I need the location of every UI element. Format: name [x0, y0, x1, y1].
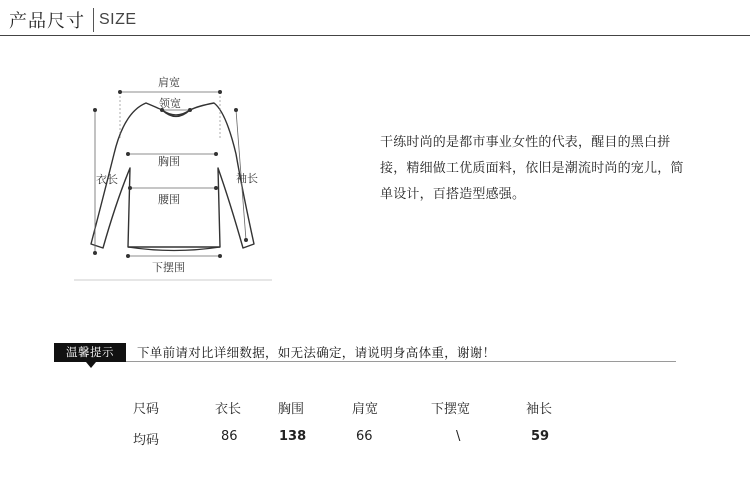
length-dot-top — [93, 108, 97, 112]
page-subtitle: SIZE — [99, 11, 137, 28]
shoulder-width-label: 肩宽 — [158, 76, 180, 89]
shoulder-width-dot-left — [118, 90, 122, 94]
table-header-chest: 胸围 — [278, 402, 305, 417]
table-cell-shoulder: 66 — [356, 429, 373, 444]
notice-pointer — [86, 362, 96, 368]
hem-dot-left — [126, 254, 130, 258]
hem-label: 下摆围 — [152, 261, 185, 274]
table-cell-size: 均码 — [133, 433, 160, 448]
page-title: 产品尺寸 — [9, 11, 85, 32]
chest-dot-right — [214, 152, 218, 156]
sleeve-dot-top — [234, 108, 238, 112]
length-label: 衣长 — [96, 173, 118, 186]
waist-label: 腰围 — [158, 193, 180, 206]
header-rule — [0, 35, 750, 36]
sleeve-dot-bottom — [244, 238, 248, 242]
table-header-length: 衣长 — [215, 402, 242, 417]
waist-dot-left — [128, 186, 132, 190]
sleeve-label: 袖长 — [236, 172, 258, 185]
garment-diagram — [68, 70, 288, 285]
header-divider — [93, 8, 94, 32]
notice-divider — [54, 361, 676, 362]
collar-width-label: 领宽 — [159, 97, 181, 110]
table-header-size: 尺码 — [133, 402, 160, 417]
table-cell-length: 86 — [221, 429, 238, 444]
table-cell-hem: \ — [456, 429, 461, 444]
table-cell-sleeve: 59 — [531, 429, 550, 444]
chest-dot-left — [126, 152, 130, 156]
notice-text: 下单前请对比详细数据，如无法确定，请说明身高体重，谢谢！ — [137, 345, 496, 360]
shoulder-width-dot-right — [218, 90, 222, 94]
table-cell-chest: 138 — [279, 429, 307, 444]
table-header-shoulder: 肩宽 — [352, 402, 379, 417]
length-dot-bottom — [93, 251, 97, 255]
chest-label: 胸围 — [158, 155, 180, 168]
table-header-hem: 下摆宽 — [431, 402, 471, 417]
waist-dot-right — [214, 186, 218, 190]
notice-badge: 温馨提示 — [54, 343, 126, 362]
collar-width-dot-right — [188, 108, 192, 112]
product-description: 干练时尚的是都市事业女性的代表，醒目的黑白拼接，精细做工优质面料，依旧是潮流时尚的宠儿，简单设计，百搭造型感强。 — [380, 135, 684, 202]
table-header-sleeve: 袖长 — [526, 402, 553, 417]
hem-dot-right — [218, 254, 222, 258]
